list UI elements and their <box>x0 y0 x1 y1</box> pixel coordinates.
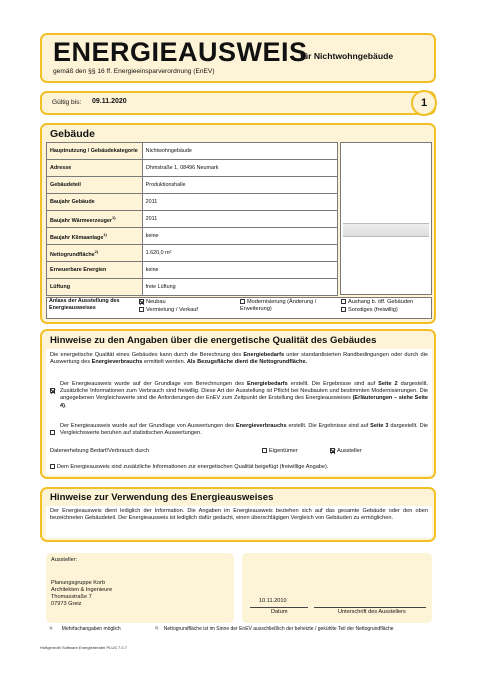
data-owner-option[interactable] <box>262 448 298 455</box>
option-text: Neubau <box>146 299 166 305</box>
usage-notes-heading: Hinweise zur Verwendung des Energieausweises <box>50 492 274 503</box>
issuer-name: Planungsgruppe Korb <box>51 580 106 586</box>
checkbox-checked-icon <box>330 448 335 453</box>
validity-label: Gültig bis: <box>52 99 82 106</box>
footnote-ref: 1) <box>112 214 116 220</box>
page-number-badge: 1 <box>411 90 437 116</box>
building-photo <box>340 142 432 295</box>
row-value: 2011 <box>142 194 337 211</box>
option-text: Eigentümer <box>269 448 298 454</box>
text: Energieverbrauchs <box>91 359 143 366</box>
photo-image <box>343 223 429 237</box>
option-text: Vermietung / Verkauf <box>146 307 198 313</box>
occasion-option-other[interactable] <box>341 307 398 314</box>
usage-notes-text: Der Energieausweis dient lediglich der Information. Die Angaben im Energieausweis beziehen sich auf das gesamte Gebäude oder den oben bezeichneten Gebäudeteil. Der Energieausweis ist lediglich dafür gedacht, einen überschlägigen Vergleich von Gebäuden zu ermöglichen. <box>50 508 428 522</box>
issuer-line2: Architekten & Ingenieure <box>51 587 113 593</box>
text: erstellt. Die Ergebnisse sind auf <box>286 423 371 429</box>
row-value: 1.620,0 m² <box>142 245 337 262</box>
row-value: freie Lüftung <box>142 279 337 296</box>
checkbox-icon <box>50 464 55 469</box>
date-label: Datum <box>271 609 288 615</box>
demand-option-checkbox[interactable] <box>50 382 57 400</box>
row-label: Lüftung <box>47 279 143 296</box>
option-text: Aussteller <box>337 448 362 454</box>
validity-date: 09.11.2020 <box>92 98 127 105</box>
row-label-text: Nettogrundfläche <box>50 251 95 258</box>
issuer-label: Aussteller: <box>51 557 78 563</box>
text: Der Energieausweis wurde auf der Grundlage von Berechnungen des <box>60 381 248 387</box>
occasion-option-rental[interactable] <box>139 307 198 314</box>
issue-date: 10.11.2010 <box>259 598 287 604</box>
additional-info-option[interactable] <box>50 464 328 471</box>
issuer-city: 07973 Greiz <box>51 601 82 607</box>
footnote-2 <box>155 626 394 632</box>
building-heading: Gebäude <box>50 128 95 140</box>
signature-line <box>314 607 426 608</box>
row-value: keine <box>142 228 337 245</box>
occasion-option-modernisation[interactable] <box>240 299 330 313</box>
demand-option-text <box>60 381 428 410</box>
footnote-1 <box>49 626 121 632</box>
text: (Erläuterungen – siehe Seite 4) <box>60 395 428 409</box>
row-value: Nichtwohngebäude <box>142 143 337 160</box>
checkbox-icon <box>262 448 267 453</box>
row-label <box>47 245 143 262</box>
checkbox-checked-icon <box>50 388 55 393</box>
text: ermittelt werden. <box>142 359 187 366</box>
quality-intro <box>50 352 428 366</box>
document-title: ENERGIEAUSWEIS <box>53 37 308 67</box>
checkbox-icon <box>240 299 245 304</box>
footnote-mark: 1) <box>49 626 53 630</box>
software-credit: Hottgenroth Software Energieberater PLUS 7.0.7 <box>40 645 127 650</box>
footnote-ref: 1) <box>103 231 107 237</box>
row-label: Gebäudeteil <box>47 177 143 194</box>
text: Energiebedarfs <box>247 381 288 387</box>
occasion-option-neubau[interactable] <box>139 299 166 306</box>
checkbox-checked-icon <box>139 299 144 304</box>
text: . <box>64 402 67 409</box>
text: dargestellt. Die Vergleichswerte beruhen auf statistischen Auswertungen. <box>60 423 428 437</box>
building-table <box>46 142 338 296</box>
occasion-label: Anlass der Ausstellung des Energieausweises <box>49 298 120 311</box>
consumption-option-checkbox[interactable] <box>50 424 57 442</box>
checkbox-icon <box>341 299 346 304</box>
row-label: Baujahr Gebäude <box>47 194 143 211</box>
text: Energiebedarfs <box>243 352 285 358</box>
row-label <box>47 228 143 245</box>
text: erstellt. Die Ergebnisse sind auf <box>287 381 379 387</box>
footnote-text: Mehrfachangaben möglich <box>61 626 121 632</box>
checkbox-icon <box>50 430 55 435</box>
data-collection-label: Datenerhebung Bedarf/Verbrauch durch <box>50 448 150 454</box>
row-value: keine <box>142 262 337 279</box>
row-value: 2011 <box>142 211 337 228</box>
text: Energieverbrauchs <box>235 423 287 429</box>
row-label: Erneuerbare Energien <box>47 262 143 279</box>
row-label: Adresse <box>47 160 143 177</box>
footnote-text: Nettogrundfläche ist im Sinne der EnEV ausschließlich der beheizte / gekühlte Teil der Nettogrundfläche <box>163 626 394 632</box>
text: unter standardisierten Randbedingungen oder durch die Auswertung des <box>50 352 428 366</box>
checkbox-icon <box>341 307 346 312</box>
footnote-mark: 2) <box>155 626 159 630</box>
text: Die energetische Qualität eines Gebäudes kann durch die Berechnung des <box>50 352 244 358</box>
row-value: Produktionshalle <box>142 177 337 194</box>
data-issuer-option[interactable] <box>330 448 362 455</box>
row-label <box>47 211 143 228</box>
row-label: Hauptnutzung / Gebäudekategorie <box>47 143 143 160</box>
row-label-text: Baujahr Klimaanlage <box>50 234 104 241</box>
quality-notes-heading: Hinweise zu den Angaben über die energetische Qualität des Gebäudes <box>50 335 377 346</box>
text: Seite 2 <box>378 381 398 387</box>
option-text: Dem Energieausweis sind zusätzliche Informationen zur energetischen Qualität beigefügt (freiwillige Angabe). <box>57 464 329 470</box>
consumption-option-text <box>60 423 428 437</box>
checkbox-icon <box>139 307 144 312</box>
signature-label: Unterschrift des Ausstellers <box>338 609 406 615</box>
date-line <box>250 607 308 608</box>
option-text: Modernisierung (Änderung / Erweiterung) <box>240 299 317 313</box>
row-value: Ohmstraße 1, 08496 Neumark <box>142 160 337 177</box>
document-subtitle: für Nichtwohngebäude <box>300 51 394 61</box>
text: Seite 3 <box>370 423 389 429</box>
regulation-note: gemäß den §§ 16 ff. Energieeinsparverordnung (EnEV) <box>53 68 215 75</box>
issuer-street: Thomasstraße 7 <box>51 594 92 600</box>
text: dargestellt. Zusätzliche Informationen zum Verbrauch sind freiwillig. Diese Art der Ausstellung ist Pflicht bei Neubauten und bestimmten Modernisierungen. Die angegebenen Vergleichswerte sind die Anforderungen der EnEV zum Zeitpunkt der Erstellung des Energieausweises <box>60 381 428 402</box>
option-text: Aushang b. öff. Gebäuden <box>348 299 414 305</box>
text: Der Energieausweis wurde auf der Grundlage von Auswertungen des <box>60 423 236 429</box>
footnote-ref: 2) <box>94 248 99 254</box>
row-label-text: Baujahr Wärmeerzeuger <box>50 217 113 224</box>
quality-notes-panel <box>46 349 432 475</box>
option-text: Sonstiges (freiwillig) <box>348 307 398 313</box>
text: Als Bezugsfläche dient die Nettogrundfläche. <box>186 359 308 366</box>
occasion-option-public[interactable] <box>341 299 413 306</box>
